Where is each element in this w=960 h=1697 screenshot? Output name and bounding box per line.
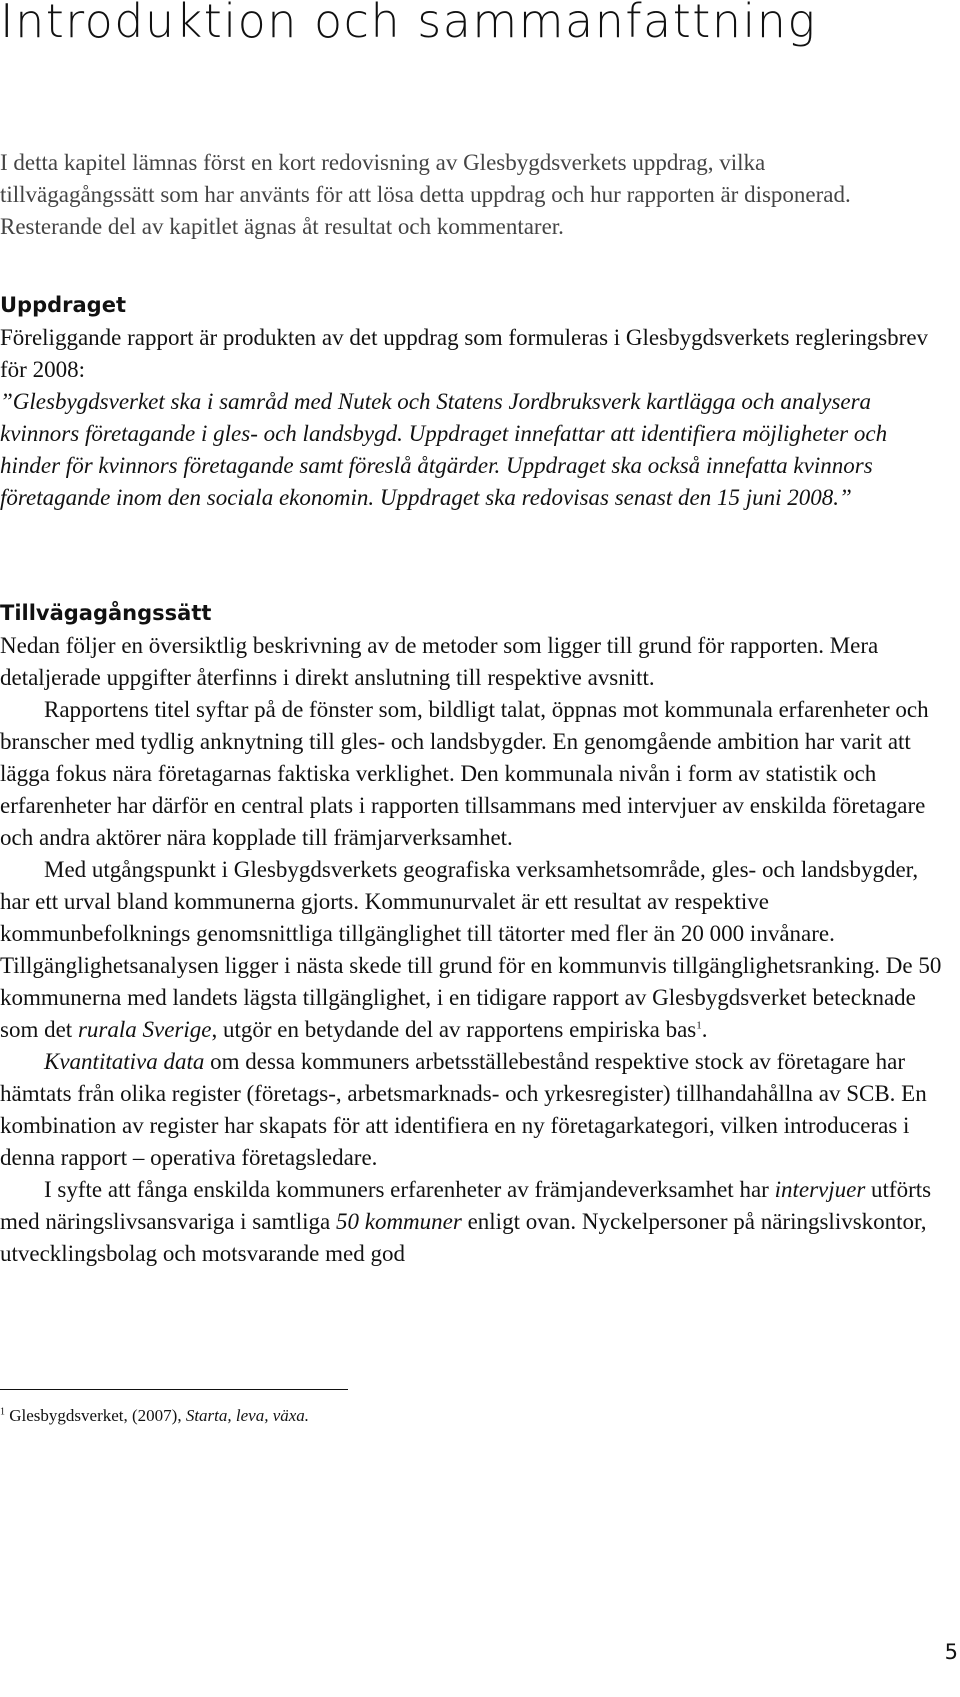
page-number: 5 [944,1640,958,1664]
uppdraget-lead: Föreliggande rapport är produkten av det uppdrag som formuleras i Glesbygdsverkets regleringsbrev för 2008: [0,325,929,382]
method-paragraph-4 [0,1046,950,1174]
p5-text-b: utförts med näringslivsansvariga i samtliga [0,1177,932,1234]
intro-paragraph: I detta kapitel lämnas först en kort redovisning av Glesbygdsverkets uppdrag, vilka tillvägagångssätt som har använts för att lösa detta uppdrag och hur rapporten är disponerad. Resterande del av kapitlet ägnas åt resultat och kommentarer. [0,150,851,239]
p3-text-a: Med utgångspunkt i Glesbygdsverkets geografiska verksamhetsområde, gles- och landsbygder, har ett urval bland kommunerna gjorts. Kommunurvalet är ett resultat av respektive kommunbefolknings genomsnittliga tillgänglighet till tätorter med fler än 20 000 invånare. Tillgänglighetsanalysen ligger i nästa skede till grund för en kommunvis tillgänglighetsranking. De 50 kommunerna med landets lägsta tillgänglighet, i en tidigare rapport av Glesbygdsverket betecknade som det [0,857,942,1042]
footnote-text: Glesbygdsverket, (2007), [5,1406,186,1425]
p5-text-a: I syfte att fånga enskilda kommuners erfarenheter av främjandeverksamhet har [44,1177,775,1202]
footnote-reference: 1 [696,1019,702,1032]
p5-italic-1: intervjuer [774,1177,866,1202]
section-tillvagagangssatt [0,630,950,1270]
footnote-divider [0,1389,348,1390]
p4-italic: Kvantitativa data [44,1049,205,1074]
footnote [0,1405,309,1427]
method-paragraph-3 [0,854,950,1046]
p3-italic: rurala Sverige [77,1017,212,1042]
method-paragraph-1: Nedan följer en översiktlig beskrivning av de metoder som ligger till grund för rapporten. Mera detaljerade uppgifter återfinns i direkt anslutning till respektive avsnitt. [0,633,879,690]
section-uppdraget [0,322,950,514]
p4-text: om dessa kommuners arbetsställebestånd respektive stock av företagare har hämtats från olika register (företags-, arbetsmarknads- och yrkesregister) tillhandahållna av SCB. En kombination av register har skapats för att identifiera en ny företagarkategori, vilken introduceras i denna rapport – operativa företagsledare. [0,1049,927,1170]
section-heading-tillvagagangssatt: Tillvägagångssätt [0,601,212,625]
footnote-number: 1 [0,1406,5,1418]
p5-text-c: enligt ovan. Nyckelpersoner på näringslivskontor, utvecklingsbolag och motsvarande med god [0,1209,927,1266]
method-paragraph-5 [0,1174,950,1270]
footnote-italic: Starta, leva, växa. [185,1406,310,1425]
method-paragraph-2: Rapportens titel syftar på de fönster som, bildligt talat, öppnas mot kommunala erfarenheter och branscher med tydlig anknytning till gles- och landsbygder. En genomgående ambition har varit att lägga fokus nära företagarnas faktiska verklighet. Den kommunala nivån i form av statistik och erfarenheter har därför en central plats i rapporten tillsammans med intervjuer av enskilda företagare och andra aktörer nära kopplade till främjarverksamhet. [0,697,929,850]
p3-text-b: , utgör en betydande del av rapportens empiriska bas [211,1017,697,1042]
p5-italic-2: 50 kommuner [335,1209,462,1234]
page-title: Introduktion och sammanfattning [0,0,817,48]
uppdraget-quote: ”Glesbygdsverket ska i samråd med Nutek och Statens Jordbruksverk kartlägga och analysera kvinnors företagande i gles- och landsbygd. Uppdraget innefattar att identifiera möjligheter och hinder för kvinnors företagande samt föreslå åtgärder. Uppdraget ska också innefatta kvinnors företagande inom den sociala ekonomin. Uppdraget ska redovisas senast den 15 juni 2008.” [0,389,888,510]
section-heading-uppdraget: Uppdraget [0,293,126,317]
p3-end: . [701,1017,708,1042]
